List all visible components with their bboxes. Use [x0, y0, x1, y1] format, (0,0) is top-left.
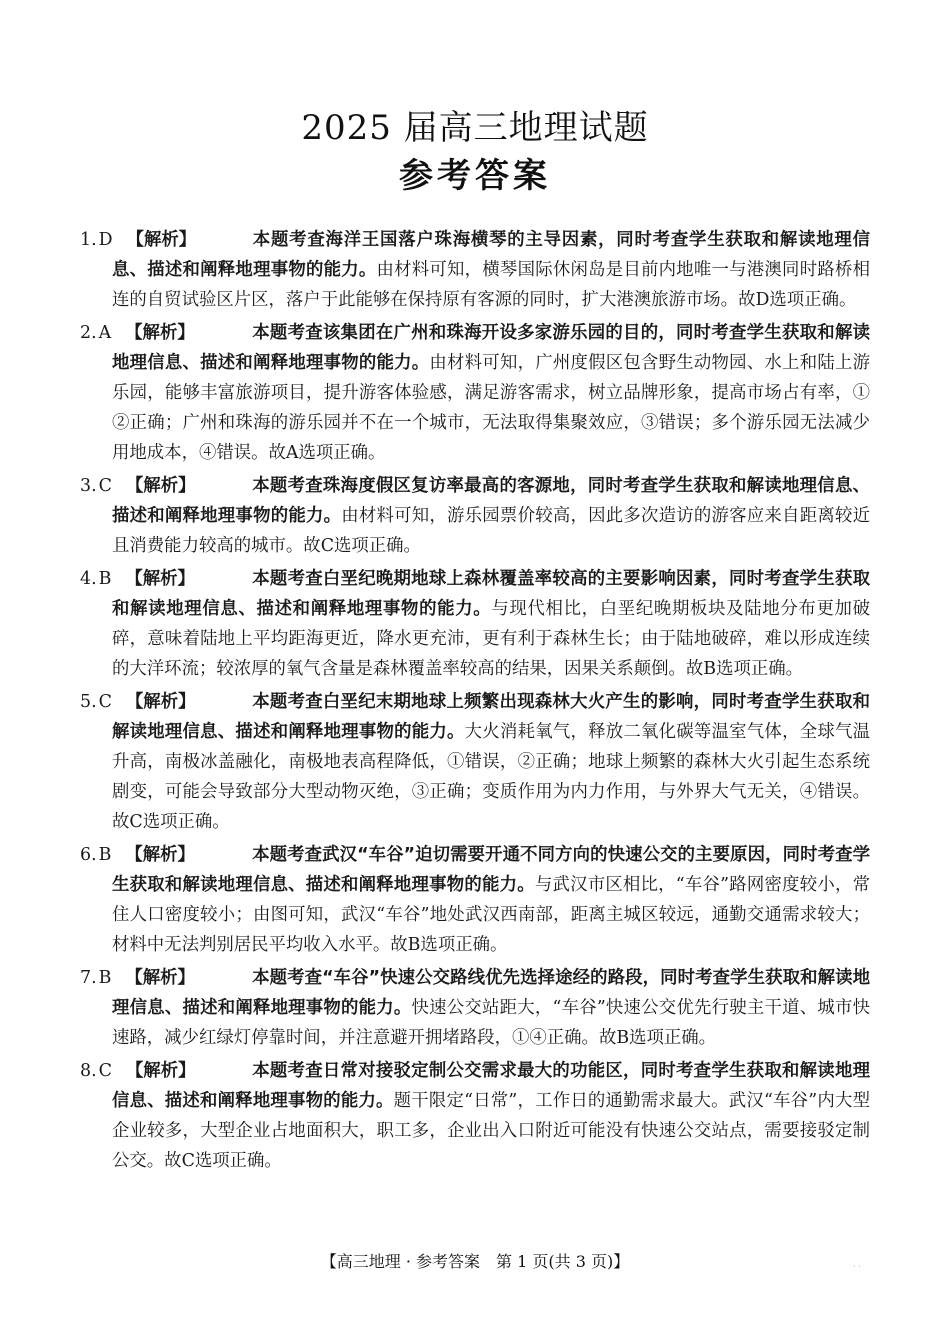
answer-item-1	[80, 225, 870, 315]
item-number: 4.	[80, 569, 97, 589]
answer-letter: D	[98, 230, 113, 250]
analysis-tag: 【解析】	[126, 230, 197, 250]
answer-item-5	[80, 687, 870, 837]
answer-item-3	[80, 471, 870, 561]
item-number: 3.	[80, 476, 97, 496]
answer-item-2	[80, 318, 870, 468]
item-body: 与现代相比，白垩纪晚期板块及陆地分布更加破碎，意味着陆地上平均距海更近，降水更充沛，更有利于森林生长；由于陆地破碎，难以形成连续的大洋环流；较浓厚的氧气含量是森林覆盖率较高的结果，因果关系颠倒。故B选项正确。	[112, 599, 870, 679]
analysis-tag: 【解析】	[125, 845, 195, 865]
analysis-tag: 【解析】	[125, 968, 195, 988]
item-lead: 本题考查武汉“车谷”迫切需要开通不同方向的快速公交的主要原因，同时考查学生获取和解读地理信息、描述和阐释地理事物的能力。	[112, 845, 870, 895]
item-number: 6.	[80, 845, 97, 865]
answer-letter: C	[98, 476, 112, 496]
item-body: 题干限定“日常”，工作日的通勤需求最大。武汉“车谷”内大型企业较多，大型企业占地面积大，职工多，企业出入口附近可能没有快速公交站点，需要接驳定制公交。故C选项正确。	[112, 1091, 870, 1171]
item-lead: 本题考查白垩纪末期地球上频繁出现森林大火产生的影响，同时考查学生获取和解读地理信息、描述和阐释地理事物的能力。	[112, 692, 870, 742]
answer-letter: C	[98, 1061, 112, 1081]
page-title: 2025 届高三地理试题	[301, 108, 649, 148]
corner-mark: · ·	[853, 1262, 861, 1271]
answer-item-6	[80, 840, 870, 960]
analysis-tag: 【解析】	[125, 1061, 196, 1081]
page-footer: 【高三地理 · 参考答案 第 1 页(共 3 页)】	[320, 1252, 630, 1271]
analysis-tag: 【解析】	[125, 323, 195, 343]
analysis-tag: 【解析】	[125, 476, 196, 496]
analysis-tag: 【解析】	[125, 569, 195, 589]
answer-letter: B	[98, 569, 112, 589]
answer-letter: C	[98, 692, 112, 712]
item-body: 快速公交站距大，“车谷”快速公交优先行驶主干道、城市快速路，减少红绿灯停靠时间，并注意避开拥堵路段，①④正确。故B选项正确。	[112, 998, 870, 1048]
item-lead: 本题考查日常对接驳定制公交需求最大的功能区，同时考查学生获取和解读地理信息、描述和阐释地理事物的能力。	[112, 1061, 870, 1111]
item-number: 2.	[80, 323, 97, 343]
item-lead: 本题考查珠海度假区复访率最高的客源地，同时考查学生获取和解读地理信息、描述和阐释地理事物的能力。	[112, 476, 870, 526]
analysis-tag: 【解析】	[125, 692, 196, 712]
item-lead: 本题考查“车谷”快速公交路线优先选择途经的路段，同时考查学生获取和解读地理信息、描述和阐释地理事物的能力。	[112, 968, 870, 1018]
item-number: 8.	[80, 1061, 97, 1081]
item-number: 5.	[80, 692, 97, 712]
answer-item-4	[80, 564, 870, 684]
page-subtitle: 参考答案	[399, 156, 551, 196]
answer-letter: A	[98, 323, 112, 343]
item-body: 由材料可知，游乐园票价较高，因此多次造访的游客应来自距离较近且消费能力较高的城市。故C选项正确。	[112, 506, 870, 556]
answer-letter: B	[98, 968, 112, 988]
item-lead: 本题考查该集团在广州和珠海开设多家游乐园的目的，同时考查学生获取和解读地理信息、描述和阐释地理事物的能力。	[112, 323, 870, 373]
item-body: 大火消耗氧气，释放二氧化碳等温室气体，全球气温升高，南极冰盖融化，南极地表高程降低，①错误，②正确；地球上频繁的森林大火引起生态系统剧变，可能会导致部分大型动物灭绝，③正确；变质作用为内力作用，与外界大气无关，④错误。故C选项正确。	[112, 722, 870, 832]
item-body: 由材料可知，横琴国际休闲岛是目前内地唯一与港澳同时路桥相连的自贸试验区片区，落户于此能够在保持原有客源的同时，扩大港澳旅游市场。故D选项正确。	[112, 260, 870, 310]
item-body: 由材料可知，广州度假区包含野生动物园、水上和陆上游乐园，能够丰富旅游项目，提升游客体验感，满足游客需求，树立品牌形象，提高市场占有率，①②正确；广州和珠海的游乐园并不在一个城市，无法取得集聚效应，③错误；多个游乐园无法减少用地成本，④错误。故A选项正确。	[112, 353, 870, 463]
answer-letter: B	[98, 845, 112, 865]
item-lead: 本题考查白垩纪晚期地球上森林覆盖率较高的主要影响因素，同时考查学生获取和解读地理信息、描述和阐释地理事物的能力。	[112, 569, 870, 619]
item-number: 1.	[80, 230, 97, 250]
item-lead: 本题考查海洋王国落户珠海横琴的主导因素，同时考查学生获取和解读地理信息、描述和阐释地理事物的能力。	[112, 230, 870, 280]
item-number: 7.	[80, 968, 97, 988]
answer-item-7	[80, 963, 870, 1053]
item-body: 与武汉市区相比，“车谷”路网密度较小，常住人口密度较小；由图可知，武汉“车谷”地处武汉西南部，距离主城区较远，通勤交通需求较大；材料中无法判别居民平均收入水平。故B选项正确。	[112, 875, 870, 955]
answer-list	[80, 225, 870, 1179]
answer-item-8	[80, 1056, 870, 1176]
